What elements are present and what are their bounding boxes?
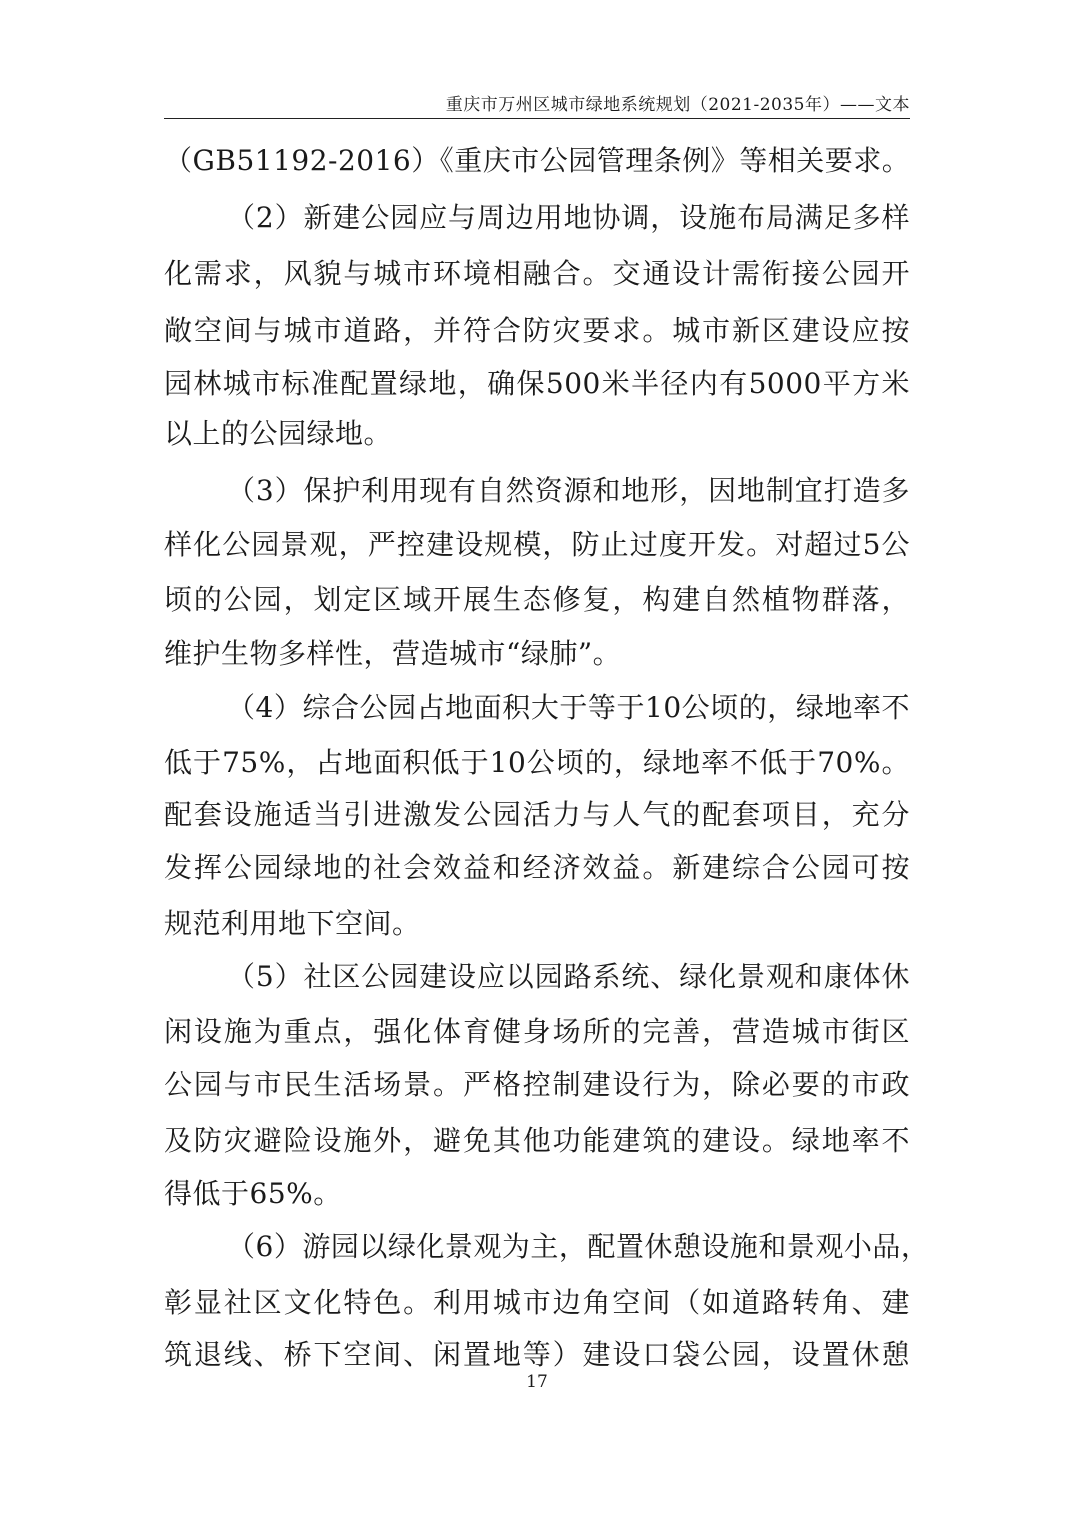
paragraph-first-line: （4）综合公园占地面积大于等于10公顷的，绿地率不 <box>227 691 910 724</box>
text-line: 及防灾避险设施外，避免其他功能建筑的建设。绿地率不 <box>164 1124 910 1157</box>
text-line: 闲设施为重点，强化体育健身场所的完善，营造城市街区 <box>164 1015 910 1048</box>
text-line: 规范利用地下空间。 <box>164 907 421 940</box>
page-number: 17 <box>526 1372 548 1392</box>
text-line: 低于75%，占地面积低于10公顷的，绿地率不低于70%。 <box>164 746 910 779</box>
text-line: （GB51192-2016）《重庆市公园管理条例》等相关要求。 <box>164 144 911 177</box>
text-line: 筑退线、桥下空间、闲置地等）建设口袋公园，设置休憩 <box>164 1338 910 1371</box>
text-line: 样化公园景观，严控建设规模，防止过度开发。对超过5公 <box>164 528 910 561</box>
running-header: 重庆市万州区城市绿地系统规划（2021-2035年）——文本 <box>445 95 910 115</box>
paragraph-first-line: （2）新建公园应与周边用地协调，设施布局满足多样 <box>227 201 910 234</box>
text-line: 以上的公园绿地。 <box>164 417 393 450</box>
paragraph-first-line: （6）游园以绿化景观为主，配置休憩设施和景观小品， <box>227 1230 930 1263</box>
text-line: 发挥公园绿地的社会效益和经济效益。新建综合公园可按 <box>164 851 910 884</box>
paragraph-first-line: （5）社区公园建设应以园路系统、绿化景观和康体休 <box>227 960 910 993</box>
text-line: 顷的公园，划定区域开展生态修复，构建自然植物群落， <box>164 583 910 616</box>
text-line: 园林城市标准配置绿地，确保500米半径内有5000平方米 <box>164 367 910 400</box>
text-line: 维护生物多样性，营造城市“绿肺”。 <box>164 637 622 670</box>
text-line: 得低于65%。 <box>164 1177 342 1210</box>
text-line: 公园与市民生活场景。严格控制建设行为，除必要的市政 <box>164 1068 910 1101</box>
text-line: 化需求，风貌与城市环境相融合。交通设计需衔接公园开 <box>164 257 910 290</box>
text-line: 彰显社区文化特色。利用城市边角空间（如道路转角、建 <box>164 1286 910 1319</box>
header-rule <box>164 118 910 119</box>
paragraph-first-line: （3）保护利用现有自然资源和地形，因地制宜打造多 <box>227 474 910 507</box>
text-line: 配套设施适当引进激发公园活力与人气的配套项目，充分 <box>164 798 910 831</box>
text-line: 敞空间与城市道路，并符合防灾要求。城市新区建设应按 <box>164 314 910 347</box>
